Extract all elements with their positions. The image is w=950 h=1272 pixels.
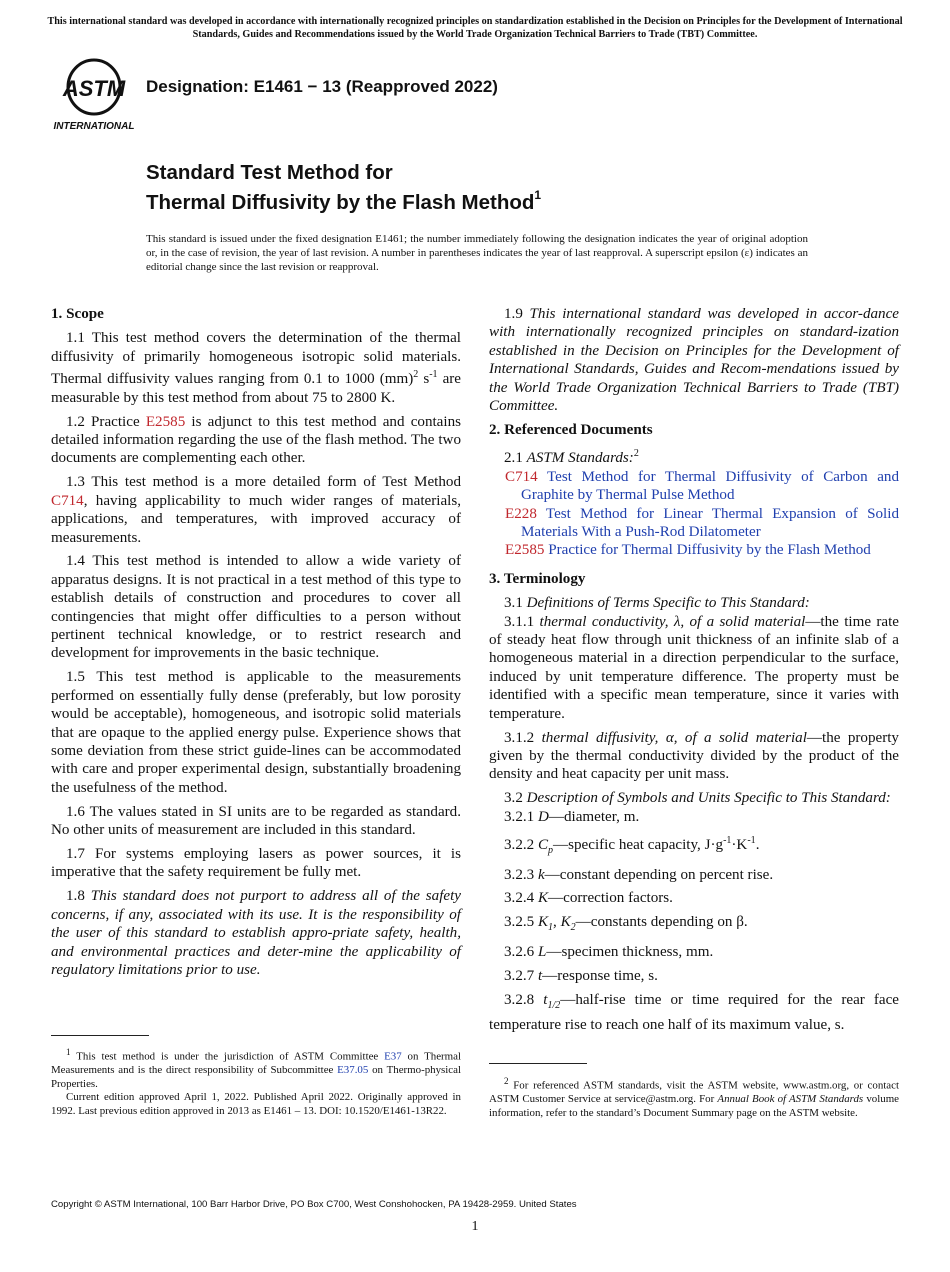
paragraph-1-3: 1.3 This test method is a more detailed form of Test Method C714, having applicability to much wider ranges of materials, applications, and temperatures, with improved accuracy of measurements.	[51, 474, 461, 546]
title-line-1: Standard Test Method for	[146, 161, 393, 184]
paragraph-1-1: 1.1 This test method covers the determination of the thermal diffusivity of primarily homogeneous isotropic solid materials. Thermal diffusivity values ranging from 0.1 to 1000 (mm)$^2$ $s^{-1}$ are measurable by this test method from about 75 to 2800 K.	[51, 330, 461, 406]
top-notice: This international standard was developed in accordance with internationally recognized principles on standardization established in the Decision on Principles for the Development of International Standards, Guides and Recommendations issued by the World Trade Organization Technical Barriers to Trade (TBT) Committee.	[47, 16, 903, 40]
symbol-k-correction: 3.2.4 K—correction factors.	[504, 890, 673, 907]
page-title	[146, 160, 541, 215]
section-heading-terminology: 3. Terminology	[489, 570, 586, 587]
link-e2585[interactable]: E2585	[145, 413, 186, 430]
astm-logo-icon	[52, 58, 136, 134]
symbol-t: 3.2.7 t—response time, s.	[504, 968, 658, 985]
paragraph-3-1-2: 3.1.2 thermal diffusivity, α, of a solid material—the property given by the thermal conductivity divided by the product of the density and heat capacity per unit mass.	[489, 729, 899, 783]
title-line-2: Thermal Diffusivity by the Flash Method	[146, 190, 535, 214]
paragraph-1-7: 1.7 For systems employing lasers as power sources, it is imperative that the safety requirement be fully met.	[51, 846, 461, 881]
symbol-cp: 3.2.2 $C_p—specific$ heat capacity, $J\cdot g^{-1}\cdot K^{-1}$.	[504, 834, 760, 856]
logo-text: INTERNATIONAL	[53, 121, 135, 132]
title-footnote-ref[interactable]: 1	[534, 188, 542, 202]
designation: Designation: E1461 − 13 (Reapproved 2022)	[146, 77, 498, 96]
symbol-d: 3.2.1 D—diameter, m.	[504, 808, 640, 825]
link-c714[interactable]: C714	[51, 492, 84, 509]
paragraph-1-8: 1.8 This standard does not purport to address all of the safety concerns, if any, associated with its use. It is the responsibility of the user of this standard to establish appro-priate safety, health, and environmental practices and deter-mine the applicability of regulatory limitations prior to use.	[51, 888, 462, 978]
section-heading-references: 2. Referenced Documents	[489, 421, 653, 438]
right-column	[489, 305, 899, 1039]
page-number: 1	[471, 1219, 479, 1234]
paragraph-1-5: 1.5 This test method is applicable to the measurements performed on essentially fully dense (preferably, but low porosity would be acceptable), homogeneous, and isotropic solid materials that are opaque to the applied energy pulse. Experience shows that some deviation from these strict guide-lines can be accommodated with care and proper experimental design, substantially broadening the usefulness of the method.	[51, 669, 461, 796]
left-column	[51, 305, 461, 985]
logo-mark-text: ASTM	[62, 76, 126, 101]
reference-item[interactable]: C714 Test Method for Thermal Diffusivity of Carbon and Graphite by Thermal Pulse Method	[505, 468, 899, 504]
paragraph-1-9: 1.9 This international standard was developed in accor-dance with internationally recognized principles on standard-ization established in the Decision on Principles for the Development of International Standards, Guides and Recom-mendations issued by the World Trade Organization Technical Barriers to Trade (TBT) Committee.	[489, 306, 899, 415]
section-heading-scope: 1. Scope	[51, 306, 104, 322]
symbol-k1-k2: 3.2.5 $K_1$, $K_2—constants$ depending on β.	[504, 914, 748, 934]
copyright: Copyright © ASTM International, 100 Barr Harbor Drive, PO Box C700, West Conshohocken, PA 19428-2959. United States	[51, 1199, 577, 1210]
footnote-2: $^2$ For referenced ASTM standards, visit the ASTM website, www.astm.org, or contact ASTM Customer Service at service@astm.org. For Annual Book of ASTM Standards volume information, refer to the standard’s Document Summary page on the ASTM website.	[489, 1076, 899, 1119]
paragraph-1-2: 1.2 Practice E2585 is adjunct to this test method and contains detailed information regarding the use of the flash method. The two documents are complementing each other.	[51, 413, 461, 467]
paragraph-3-2: 3.2 Description of Symbols and Units Specific to This Standard:	[504, 790, 891, 807]
paragraph-1-6: 1.6 The values stated in SI units are to be regarded as standard. No other units of measurement are included in this standard.	[51, 803, 461, 839]
paragraph-3-1: 3.1 Definitions of Terms Specific to This Standard:	[504, 595, 810, 612]
symbol-l: 3.2.6 L—specimen thickness, mm.	[504, 944, 714, 961]
paragraph-2-1: 2.1 ASTM Standards:$^2$	[504, 448, 639, 467]
paragraph-1-4: 1.4 This test method is intended to allow a wide variety of apparatus designs. It is not practical in a test method of this type to establish details of construction and procedures to cover all contingencies that might offer difficulties to a person without pertinent technical knowledge, or to restrict research and development for improvements in the basic technique.	[51, 553, 461, 662]
link-e37[interactable]: E37	[384, 1050, 402, 1063]
symbol-t-half: 3.2.8 $t_{1/2}—half$-rise time or time required for the rear face temperature rise to reach one half of its maximum value, s.	[489, 992, 899, 1033]
footnote-1: $^1$ This test method is under the jurisdiction of ASTM Committee E37 on Thermal Measurements and is the direct responsibility of Subcommittee E37.05 on Thermo-physical Properties. Current edition approved April 1, 2022. Published April 2022. Originally approved in 1992. Last previous edition approved in 2013 as E1461 – 13. DOI: 10.1520/E1461-13R22.	[51, 1047, 461, 1117]
paragraph-3-1-1: 3.1.1 thermal conductivity, λ, of a solid material—the time rate of steady heat flow through unit thickness of an infinite slab of a homogeneous material in a direction perpendicular to the surface, induced by unit temperature difference. The property must be identified with a specific mean temperature, since it varies with temperature.	[489, 613, 899, 722]
reference-item[interactable]: E2585 Practice for Thermal Diffusivity by the Flash Method	[505, 542, 871, 559]
footnote-rule-right	[489, 1063, 587, 1064]
symbol-k: 3.2.3 k—constant depending on percent rise.	[504, 866, 774, 883]
reference-item[interactable]: E228 Test Method for Linear Thermal Expansion of Solid Materials With a Push-Rod Dilatometer	[505, 505, 899, 540]
intro-paragraph: This standard is issued under the fixed designation E1461; the number immediately following the designation indicates the year of original adoption or, in the case of revision, the year of last revision. A number in parentheses indicates the year of last reapproval. A superscript epsilon (ε) indicates an editorial change since the last revision or reapproval.	[146, 233, 808, 274]
astm-logo	[52, 58, 136, 134]
footnote-rule-left	[51, 1035, 149, 1036]
link-e37-05[interactable]: E37.05	[337, 1064, 369, 1077]
